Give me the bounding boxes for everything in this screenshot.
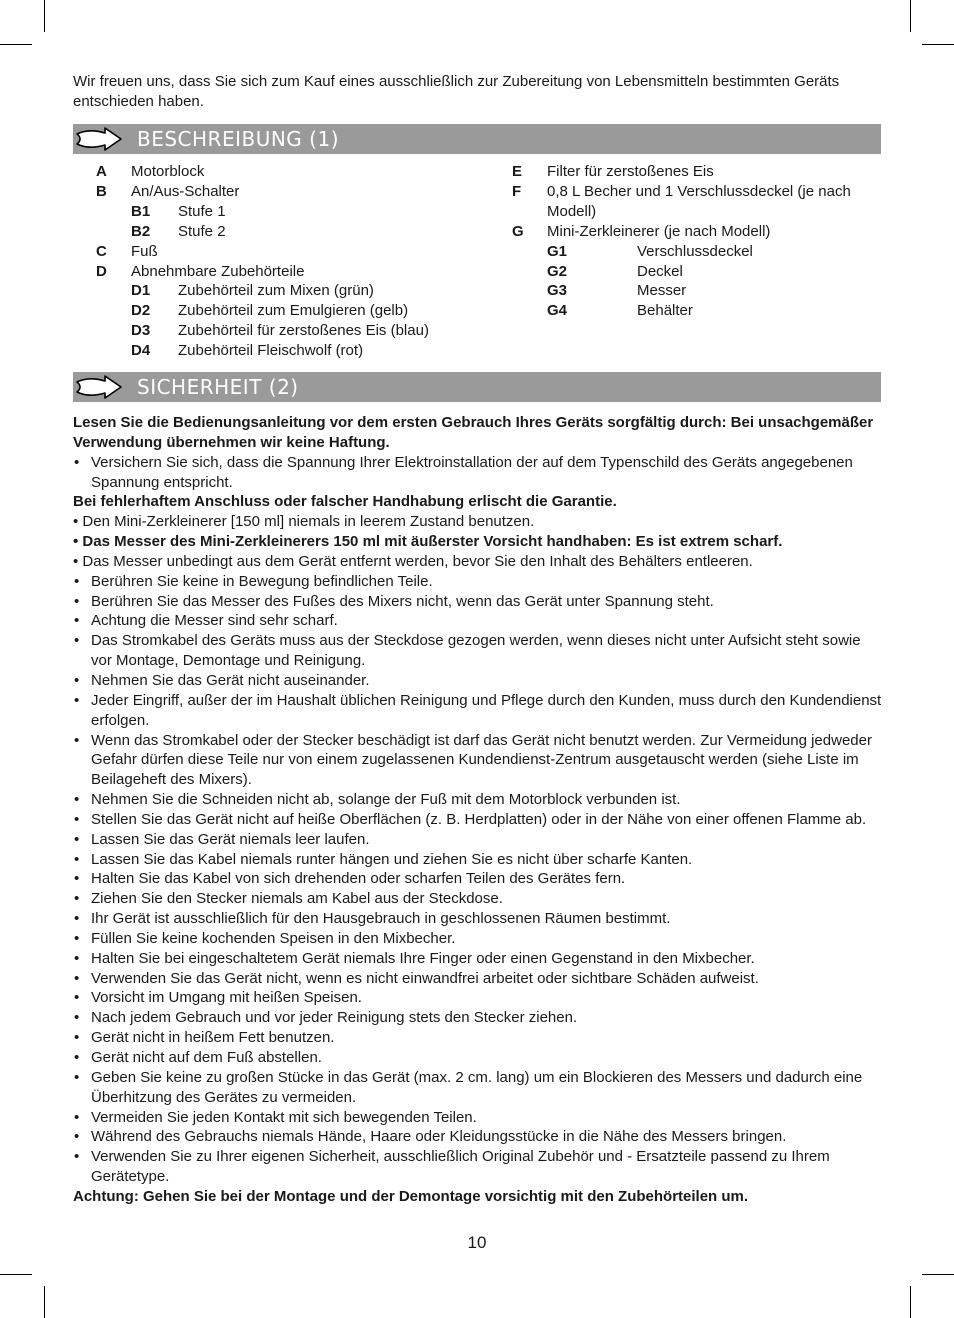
- bullet-icon: •: [74, 1049, 80, 1066]
- item-label: Stufe 1: [178, 202, 226, 220]
- bullet-text: Vorsicht im Umgang mit heißen Speisen.: [91, 989, 362, 1007]
- item-label: Behälter: [637, 302, 693, 320]
- bullet-text: Füllen Sie keine kochenden Speisen in den Mixbecher.: [91, 929, 456, 947]
- item-label: Fuß: [131, 242, 158, 260]
- item-code: B2: [131, 222, 151, 240]
- safety-bullet: [73, 731, 883, 791]
- crop-mark: [910, 0, 911, 32]
- bullet-icon: •: [74, 671, 80, 689]
- safety-warning: Achtung: Gehen Sie bei der Montage und der Demontage vorsichtig mit den Zubehörteilen um.: [73, 1187, 749, 1205]
- bullet-text: Versichern Sie sich, dass die Spannung Ihrer Elektroinstallation der auf dem Typenschild des Geräts angegebenen Spannung entspricht.: [91, 453, 853, 491]
- safety-bullet: [73, 909, 883, 929]
- bullet-icon: •: [74, 810, 80, 828]
- bullet-icon: •: [74, 910, 80, 928]
- safety-bullet: [73, 1127, 883, 1147]
- safety-bullet: [73, 691, 883, 731]
- page-number: 10: [467, 1233, 487, 1252]
- item-code: G3: [547, 282, 568, 300]
- bullet-text: Nehmen Sie die Schneiden nicht ab, solange der Fuß mit dem Motorblock verbunden ist.: [91, 791, 681, 809]
- item-label: Filter für zerstoßenes Eis: [547, 163, 714, 180]
- safety-bullet: [73, 889, 883, 909]
- crop-mark: [910, 1286, 911, 1318]
- item-label: Motorblock: [131, 163, 205, 180]
- bullet-icon: •: [74, 989, 80, 1007]
- item-label: An/Aus-Schalter: [131, 182, 240, 200]
- bullet-icon: •: [74, 969, 80, 987]
- bullet-text: Verwenden Sie zu Ihrer eigenen Sicherheit, ausschließlich Original Zubehör und - Ersatzteile passend zu Ihrem Gerätetype.: [91, 1148, 830, 1186]
- item-code: G1: [547, 242, 568, 260]
- crop-mark: [44, 1286, 45, 1318]
- section-header-safety: [73, 372, 881, 402]
- bullet-text: Geben Sie keine zu großen Stücke in das Gerät (max. 2 cm. lang) um ein Blockieren des Messers und dadurch eine Überhitzung des Gerätes zu vermeiden.: [91, 1068, 863, 1106]
- bullet-text: Berühren Sie das Messer des Fußes des Mixers nicht, wenn das Gerät unter Spannung steht.: [91, 592, 714, 610]
- safety-bullet: [73, 830, 883, 850]
- item-label: Mini-Zerkleinerer (je nach Modell): [547, 222, 771, 240]
- bullet-text: Wenn das Stromkabel oder der Stecker beschädigt ist darf das Gerät nicht benutzt werden. Zur Vermeidung jedweder Gefahr dürfen diese Teile nur von einem zugelassenen Kundendienst-Zentrum ausgetauscht werden (siehe Liste im Beilageheft des Mixers).: [91, 731, 872, 789]
- bullet-icon: •: [74, 949, 80, 967]
- bullet-text: Lassen Sie das Gerät niemals leer laufen.: [91, 830, 370, 848]
- item-label: Stufe 2: [178, 222, 226, 240]
- item-label: Zubehörteil Fleischwolf (rot): [178, 342, 364, 360]
- safety-bullet: [73, 988, 883, 1008]
- item-code: G: [512, 222, 524, 240]
- section-header-description: [73, 124, 881, 154]
- bullet-icon: •: [74, 592, 80, 610]
- safety-bullet: [73, 1028, 883, 1048]
- bullet-text: Das Stromkabel des Geräts muss aus der Steckdose gezogen werden, wenn dieses nicht unter Aufsicht steht sowie vor Montage, Demontage und Reinigung.: [91, 632, 861, 670]
- item-code: F: [512, 182, 522, 200]
- safety-bullet: [73, 453, 883, 493]
- safety-bullet: [73, 1008, 883, 1028]
- bullet-icon: •: [74, 830, 80, 848]
- safety-bullet: [73, 969, 883, 989]
- section-title: BESCHREIBUNG (1): [137, 127, 339, 151]
- item-code: D3: [131, 322, 151, 340]
- bullet-icon: •: [74, 1108, 80, 1126]
- safety-item: • Das Messer des Mini-Zerkleinerers 150 ml mit äußerster Vorsicht handhaben: Es ist extrem scharf.: [73, 533, 783, 551]
- safety-item: • Den Mini-Zerkleinerer [150 ml] niemals in leerem Zustand benutzen.: [73, 513, 535, 531]
- safety-bullet: [73, 1108, 883, 1128]
- bullet-icon: •: [74, 1128, 80, 1146]
- bullet-icon: •: [74, 1068, 80, 1086]
- safety-warning: Bei fehlerhaftem Anschluss oder falscher Handhabung erlischt die Garantie.: [73, 493, 617, 511]
- bullet-icon: •: [74, 1029, 80, 1047]
- safety-bullet: [73, 1068, 883, 1108]
- crop-mark: [0, 44, 32, 45]
- safety-bullet: [73, 929, 883, 949]
- item-code: D1: [131, 282, 151, 300]
- item-label: Modell): [547, 202, 597, 220]
- arrow-right-icon: [75, 374, 123, 400]
- bullet-text: Während des Gebrauchs niemals Hände, Haare oder Kleidungsstücke in die Nähe des Messers bringen.: [91, 1128, 787, 1146]
- item-code: E: [512, 163, 523, 180]
- safety-warning: Lesen Sie die Bedienungsanleitung vor dem ersten Gebrauch Ihres Geräts sorgfältig durch: Bei unsachgemäßer Verwendung übernehmen wir keine Haftung.: [73, 414, 874, 451]
- safety-bullet: [73, 1147, 883, 1187]
- item-code: C: [96, 242, 107, 260]
- item-label: Zubehörteil zum Emulgieren (gelb): [178, 302, 409, 320]
- bullet-text: Halten Sie bei eingeschaltetem Gerät niemals Ihre Finger oder einen Gegenstand in den Mixbecher.: [91, 949, 755, 967]
- item-code: G4: [547, 302, 568, 320]
- safety-bullet: [73, 631, 883, 671]
- crop-mark: [922, 1274, 954, 1275]
- crop-mark: [44, 0, 45, 32]
- bullet-text: Nach jedem Gebrauch und vor jeder Reinigung stets den Stecker ziehen.: [91, 1009, 578, 1027]
- safety-item: • Das Messer unbedingt aus dem Gerät entfernt werden, bevor Sie den Inhalt des Behälters entleeren.: [73, 552, 753, 570]
- intro-paragraph: Wir freuen uns, dass Sie sich zum Kauf eines ausschließlich zur Zubereitung von Lebensmitteln bestimmten Geräts entschieden haben.: [73, 73, 840, 110]
- item-label: 0,8 L Becher und 1 Verschlussdeckel (je nach: [547, 182, 851, 200]
- bullet-text: Halten Sie das Kabel von sich drehenden oder scharfen Teilen des Gerätes fern.: [91, 870, 626, 888]
- safety-bullet: [73, 592, 883, 612]
- bullet-icon: •: [74, 632, 80, 650]
- bullet-icon: •: [74, 1009, 80, 1027]
- bullet-icon: •: [74, 731, 80, 749]
- bullet-text: Nehmen Sie das Gerät nicht auseinander.: [91, 671, 370, 689]
- bullet-text: Gerät nicht auf dem Fuß abstellen.: [91, 1049, 322, 1066]
- bullet-text: Berühren Sie keine in Bewegung befindlichen Teile.: [91, 572, 433, 590]
- bullet-text: Ihr Gerät ist ausschließlich für den Hausgebrauch in geschlossenen Räumen bestimmt.: [91, 910, 671, 928]
- bullet-text: Stellen Sie das Gerät nicht auf heiße Oberflächen (z. B. Herdplatten) oder in der Nähe von einer offenen Flamme ab.: [91, 810, 867, 828]
- bullet-icon: •: [74, 612, 80, 630]
- item-code: B1: [131, 202, 151, 220]
- bullet-text: Lassen Sie das Kabel niemals runter hängen und ziehen Sie es nicht über scharfe Kanten.: [91, 850, 693, 868]
- crop-mark: [922, 44, 954, 45]
- bullet-icon: •: [74, 572, 80, 590]
- bullet-icon: •: [74, 929, 80, 947]
- safety-bullet: [73, 790, 883, 810]
- section-title: SICHERHEIT (2): [137, 375, 299, 399]
- bullet-icon: •: [74, 691, 80, 709]
- safety-bullet: [73, 850, 883, 870]
- item-code: B: [96, 182, 107, 200]
- item-code: D4: [131, 342, 151, 360]
- bullet-text: Verwenden Sie das Gerät nicht, wenn es nicht einwandfrei arbeitet oder sichtbare Schäden aufweist.: [91, 969, 759, 987]
- safety-bullet: [73, 572, 883, 592]
- bullet-text: Vermeiden Sie jeden Kontakt mit sich bewegenden Teilen.: [91, 1108, 477, 1126]
- safety-bullet: [73, 611, 883, 631]
- item-code: G2: [547, 262, 568, 280]
- bullet-text: Gerät nicht in heißem Fett benutzen.: [91, 1029, 335, 1047]
- safety-bullet: [73, 869, 883, 889]
- bullet-icon: •: [74, 791, 80, 809]
- item-label: Deckel: [637, 262, 683, 280]
- bullet-icon: •: [74, 1148, 80, 1166]
- item-label: Zubehörteil zum Mixen (grün): [178, 282, 374, 300]
- bullet-icon: •: [74, 850, 80, 868]
- safety-bullet: [73, 1048, 883, 1068]
- item-code: A: [96, 163, 107, 180]
- bullet-text: Jeder Eingriff, außer der im Haushalt üblichen Reinigung und Pflege durch den Kunden, muss durch den Kundendienst erfolgen.: [91, 691, 882, 729]
- item-label: Zubehörteil für zerstoßenes Eis (blau): [178, 322, 429, 340]
- bullet-icon: •: [74, 870, 80, 888]
- item-code: D2: [131, 302, 151, 320]
- arrow-right-icon: [75, 126, 123, 152]
- item-label: Verschlussdeckel: [637, 242, 753, 260]
- bullet-icon: •: [74, 453, 80, 471]
- bullet-icon: •: [74, 890, 80, 908]
- safety-list: [73, 413, 883, 1207]
- item-code: D: [96, 262, 107, 280]
- item-label: Abnehmbare Zubehörteile: [131, 262, 305, 280]
- bullet-text: Ziehen Sie den Stecker niemals am Kabel aus der Steckdose.: [91, 890, 503, 908]
- item-label: Messer: [637, 282, 687, 300]
- safety-bullet: [73, 949, 883, 969]
- safety-bullet: [73, 671, 883, 691]
- crop-mark: [0, 1274, 32, 1275]
- bullet-text: Achtung die Messer sind sehr scharf.: [91, 612, 338, 630]
- safety-bullet: [73, 810, 883, 830]
